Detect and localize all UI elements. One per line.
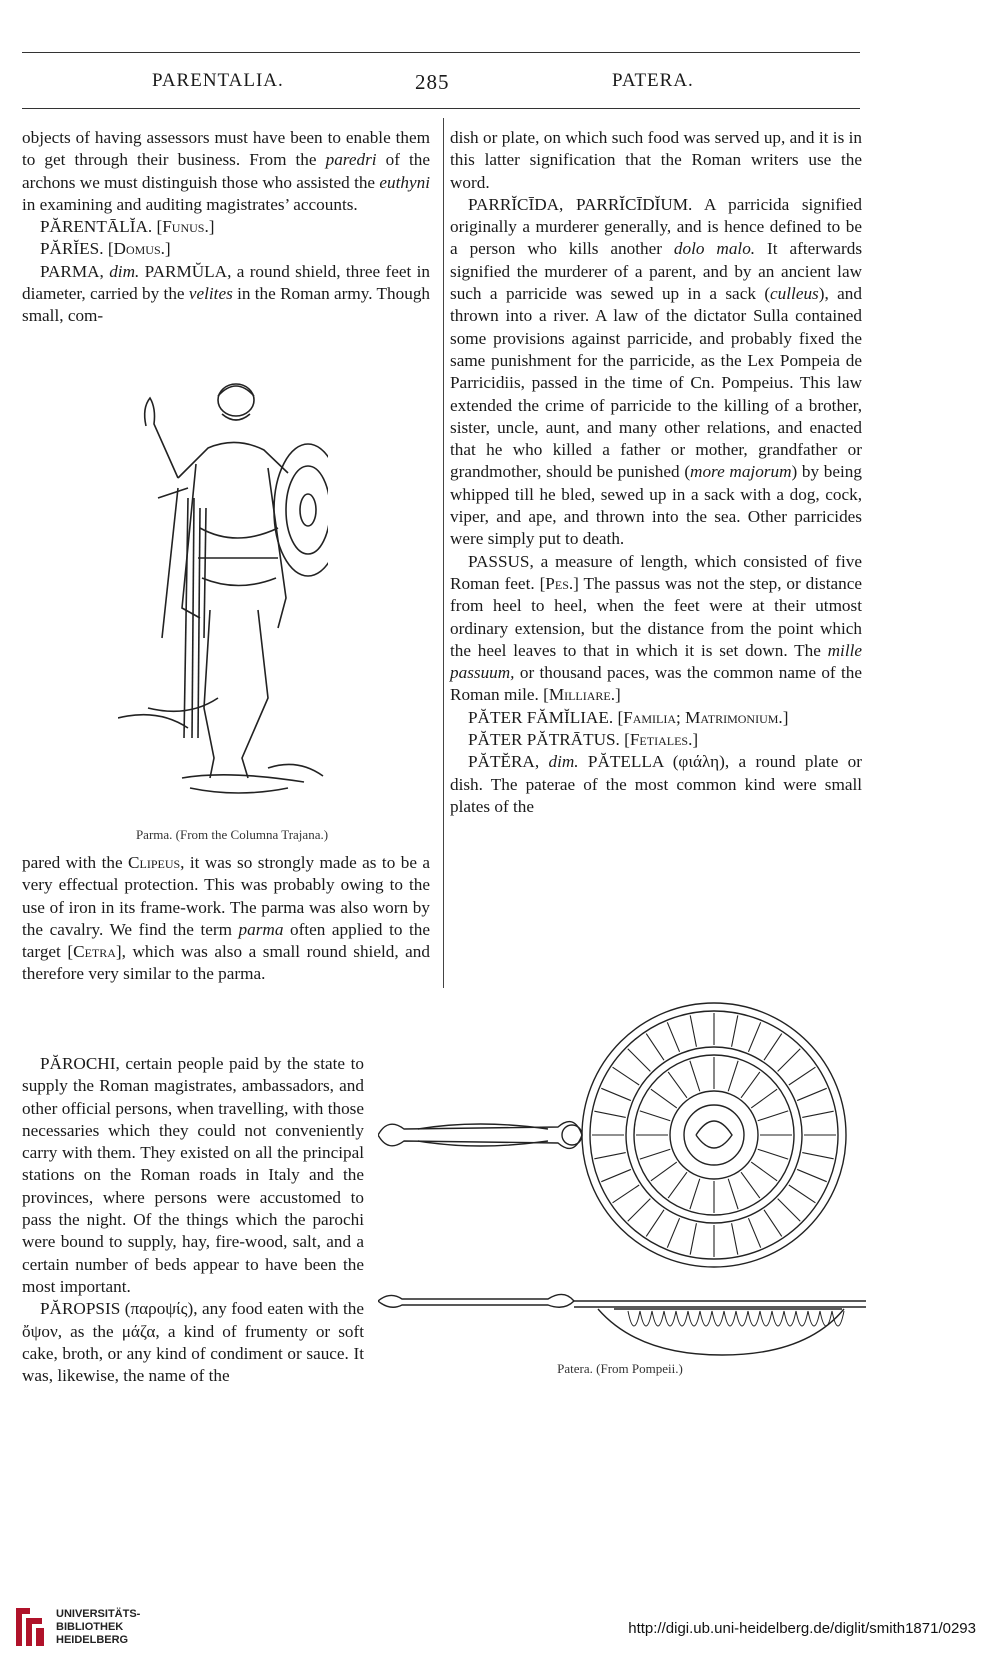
entry-pater-patratus: PĂTER PĂTRĀTUS. [Fetiales.] — [468, 730, 699, 750]
header-right: PATERA. — [612, 70, 694, 91]
university-library-logo-icon — [12, 1604, 48, 1650]
entry-parochi: PĂROCHI, certain people paid by the state to supply the Roman magistrates, ambassadors, and other official persons, when travelling, with those necessaries which they could not conveniently carry with them. They existed on all the principal stations on the Roman roads in Italy and the provinces, where persons were accustomed to pass the night. Of the things which the parochi were bound to supply, hay, fire-wood, salt, and a certain number of beds appear to have been the most important. — [22, 1054, 364, 1296]
column-divider — [443, 118, 444, 988]
page-number: 285 — [415, 70, 450, 94]
entry-parentalia: PĂRENTĀLĬA. [Funus.] — [40, 217, 215, 237]
header-left: PARENTALIA. — [152, 70, 284, 91]
left-column-top — [22, 127, 430, 328]
parma-caption: Parma. (From the Columna Trajana.) — [135, 827, 329, 842]
patera-top-view-illustration — [378, 995, 866, 1275]
left-column-middle — [22, 852, 430, 986]
entry-pater-familiae: PĂTER FĂMĬLIAE. [Familia; Matrimonium.] — [468, 707, 789, 727]
patera-caption: Patera. (From Pompeii.) — [557, 1361, 683, 1376]
entry-parma: PARMA, dim. PARMŬLA, a round shield, three feet in diameter, carried by the velites in the Roman army. Though small, com- — [22, 261, 431, 326]
footer-bar — [0, 1590, 988, 1668]
header-bottom-rule — [22, 108, 860, 109]
paragraph-assessors: objects of having assessors must have been to enable them to get through their business. From the paredri of the archons we must distinguish those who assisted the euthyni in examining and auditing magistrates’ accounts. — [22, 128, 431, 214]
parma-continued: pared with the Clipeus, it was so strongly made as to be a very effectual protection. This was probably owing to the use of iron in its frame-work. The parma was also worn by the cavalry. We find the term parma often applied to the target [Cetra], which was also a small round shield, and therefore very similar to the parma. — [22, 853, 431, 984]
source-url[interactable]: http://digi.ub.uni-heidelberg.de/diglit/smith1871/0293 — [628, 1620, 976, 1637]
entry-parricida: PARRĬCĪDA, PARRĬCĪDĬUM. A parricida signified originally a murderer generally, and is hence defined to be a person who kills another dolo malo. It afterwards signified the murderer of a parent, and by an ancient law such a parricide was sewed up in a sack (culleus), and thrown into a river. A law of the dictator Sulla contained some provisions against parricide, and probably fixed the same punishment for the parricide, as the Lex Pompeia de Parricidiis, passed in the time of Cn. Pompeius. This law extended the crime of parricide to the killing of a brother, sister, uncle, aunt, and many other relations, and enacted that he who killed a father or mother, grandfather or grandmother, should be punished (more majorum) by being whipped till he bled, sewed up in a sack with a dog, cock, viper, and ape, and thrown into the sea. Other parricides were simply put to death. — [450, 194, 863, 549]
left-column-bottom — [22, 1053, 364, 1387]
entry-patera: PĂTĔRA, dim. PĂTELLA (φιάλη), a round plate or dish. The paterae of the most common kind were small plates of the — [450, 752, 862, 816]
library-name: UNIVERSITÄTS- BIBLIOTHEK HEIDELBERG — [56, 1608, 141, 1646]
parma-soldier-illustration — [118, 378, 328, 818]
paropsis-continued: dish or plate, on which such food was served up, and it is in this latter signification that the Roman writers use the word. — [450, 128, 862, 192]
right-column — [450, 127, 862, 818]
entry-passus: PASSUS, a measure of length, which consisted of five Roman feet. [Pes.] The passus was not the step, or distance from heel to heel, when the feet were at their utmost ordinary extension, but the distance from the point which the heel leaves to that in which it is set down. The mille passuum, or thousand paces, was the common name of the Roman mile. [Milliare.] — [450, 551, 863, 705]
patera-side-view-illustration — [378, 1285, 866, 1360]
entry-paries: PĂRĬES. [Domus.] — [40, 239, 171, 259]
entry-paropsis: PĂROPSIS (παροψίς), any food eaten with the ὄψον, as the μάζα, a kind of frumenty or soft cake, broth, or any kind of condiment or sauce. It was, likewise, the name of the — [22, 1299, 365, 1386]
header-top-rule — [22, 52, 860, 53]
